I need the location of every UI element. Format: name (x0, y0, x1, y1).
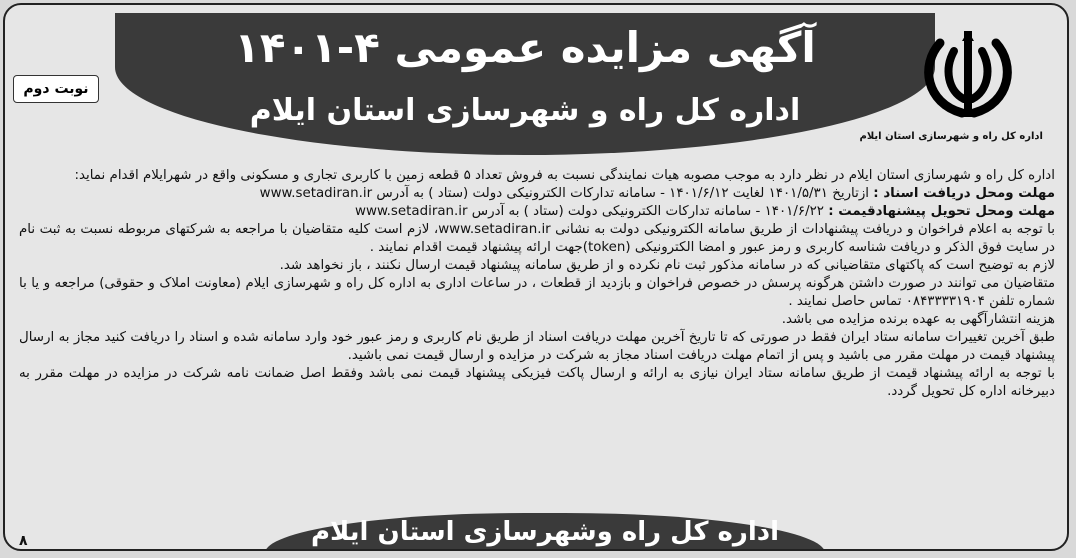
organization-logo (859, 25, 1043, 155)
documents-deadline-text: ازتاریخ ۱۴۰۱/۵/۳۱ لغایت ۱۴۰۱/۶/۱۲ - سامانه تدارکات الکترونیکی دولت (ستاد ) به آدرس www.setadiran.ir (259, 186, 870, 201)
bid-deadline (19, 203, 1055, 221)
intro-paragraph: اداره کل راه و شهرسازی استان ایلام در نظر دارد به موجب مصوبه هیات نمایندگی نسبت به فروش تعداد ۵ قطعه زمین با کاربری تجاری و مسکونی واقع در شهرایلام اقدام نماید: (74, 168, 1055, 183)
logo-caption: اداره کل راه و شهرسازی استان ایلام (859, 131, 1043, 142)
footer-title: اداره کل راه وشهرسازی استان ایلام (310, 517, 779, 547)
envelope-note: لازم به توضیح است که پاکتهای متقاضیانی که در سامانه مذکور ثبت نام نکرده و از طریق سامانه پیشنهاد قیمت ارسال نکنند ، باز نخواهد شد. (279, 258, 1055, 273)
bid-deadline-label: مهلت ومحل تحویل پیشنهادقیمت : (828, 204, 1055, 219)
ad-body (19, 167, 1055, 401)
registration-paragraph: با توجه به اعلام فراخوان و دریافت پیشنهادات از طریق سامانه الکترونیکی دولت به نشانی www.setadiran.ir، لازم است کلیه متقاضیان با مراجعه به شرکتهای مربوطه نسبت به ثبت نام در سایت فوق الذکر و دریافت شناسه کاربری و رمز عبور و امضا الکترونیکی (token)جهت ارائه پیشنهاد قیمت اقدام نمایند . (19, 222, 1055, 255)
contact-paragraph: متقاضیان می توانند در صورت داشتن هرگونه پرسش در خصوص فراخوان و بازدید از قطعات ، در ساعات اداری به اداره کل راه و شهرسازی ایلام (معاونت املاک و حقوقی) مراجعه و یا با شماره تلفن ۰۸۴۳۳۳۳۱۹۰۴ تماس حاصل نمایند . (19, 276, 1055, 309)
page-number: ۸ (19, 533, 28, 549)
documents-deadline-label: مهلت ومحل دریافت اسناد : (873, 186, 1055, 201)
ad-subtitle: اداره کل راه و شهرسازی استان ایلام (249, 93, 801, 128)
ad-title: آگهی مزایده عمومی ۴-۱۴۰۱ (234, 23, 816, 72)
cost-note: هزینه انتشارآگهی به عهده برنده مزایده می باشد. (781, 312, 1055, 327)
guarantee-paragraph: با توجه به ارائه پیشنهاد قیمت از طریق سامانه ستاد ایران نیازی به ارائه و ارسال پاکت فیزیکی پیشنهاد قیمت نمی باشد وفقط اصل ضمانت نامه شرکت در مزایده در مهلت مقرر به دبیرخانه اداره کل تحویل گردد. (19, 366, 1055, 399)
iran-emblem-icon (918, 25, 1018, 125)
bid-deadline-text: ۱۴۰۱/۶/۲۲ - سامانه تدارکات الکترونیکی دولت (ستاد ) به آدرس www.setadiran.ir (355, 204, 824, 219)
documents-deadline (19, 185, 1055, 203)
ad-frame (3, 3, 1069, 551)
edition-badge: نوبت دوم (13, 75, 99, 103)
system-changes-paragraph: طبق آخرین تغییرات سامانه ستاد ایران فقط در صورتی که تا تاریخ آخرین مهلت دریافت اسناد از طریق نام کاربری و رمز عبور خود وارد سامانه شده و اسناد را دریافت کنید مجاز به ارسال پیشنهاد قیمت در مهلت مقرر می باشید و پس از اتمام مهلت دریافت اسناد مجاز به شرکت در مزایده و ارسال قیمت نمی باشید. (19, 330, 1055, 363)
